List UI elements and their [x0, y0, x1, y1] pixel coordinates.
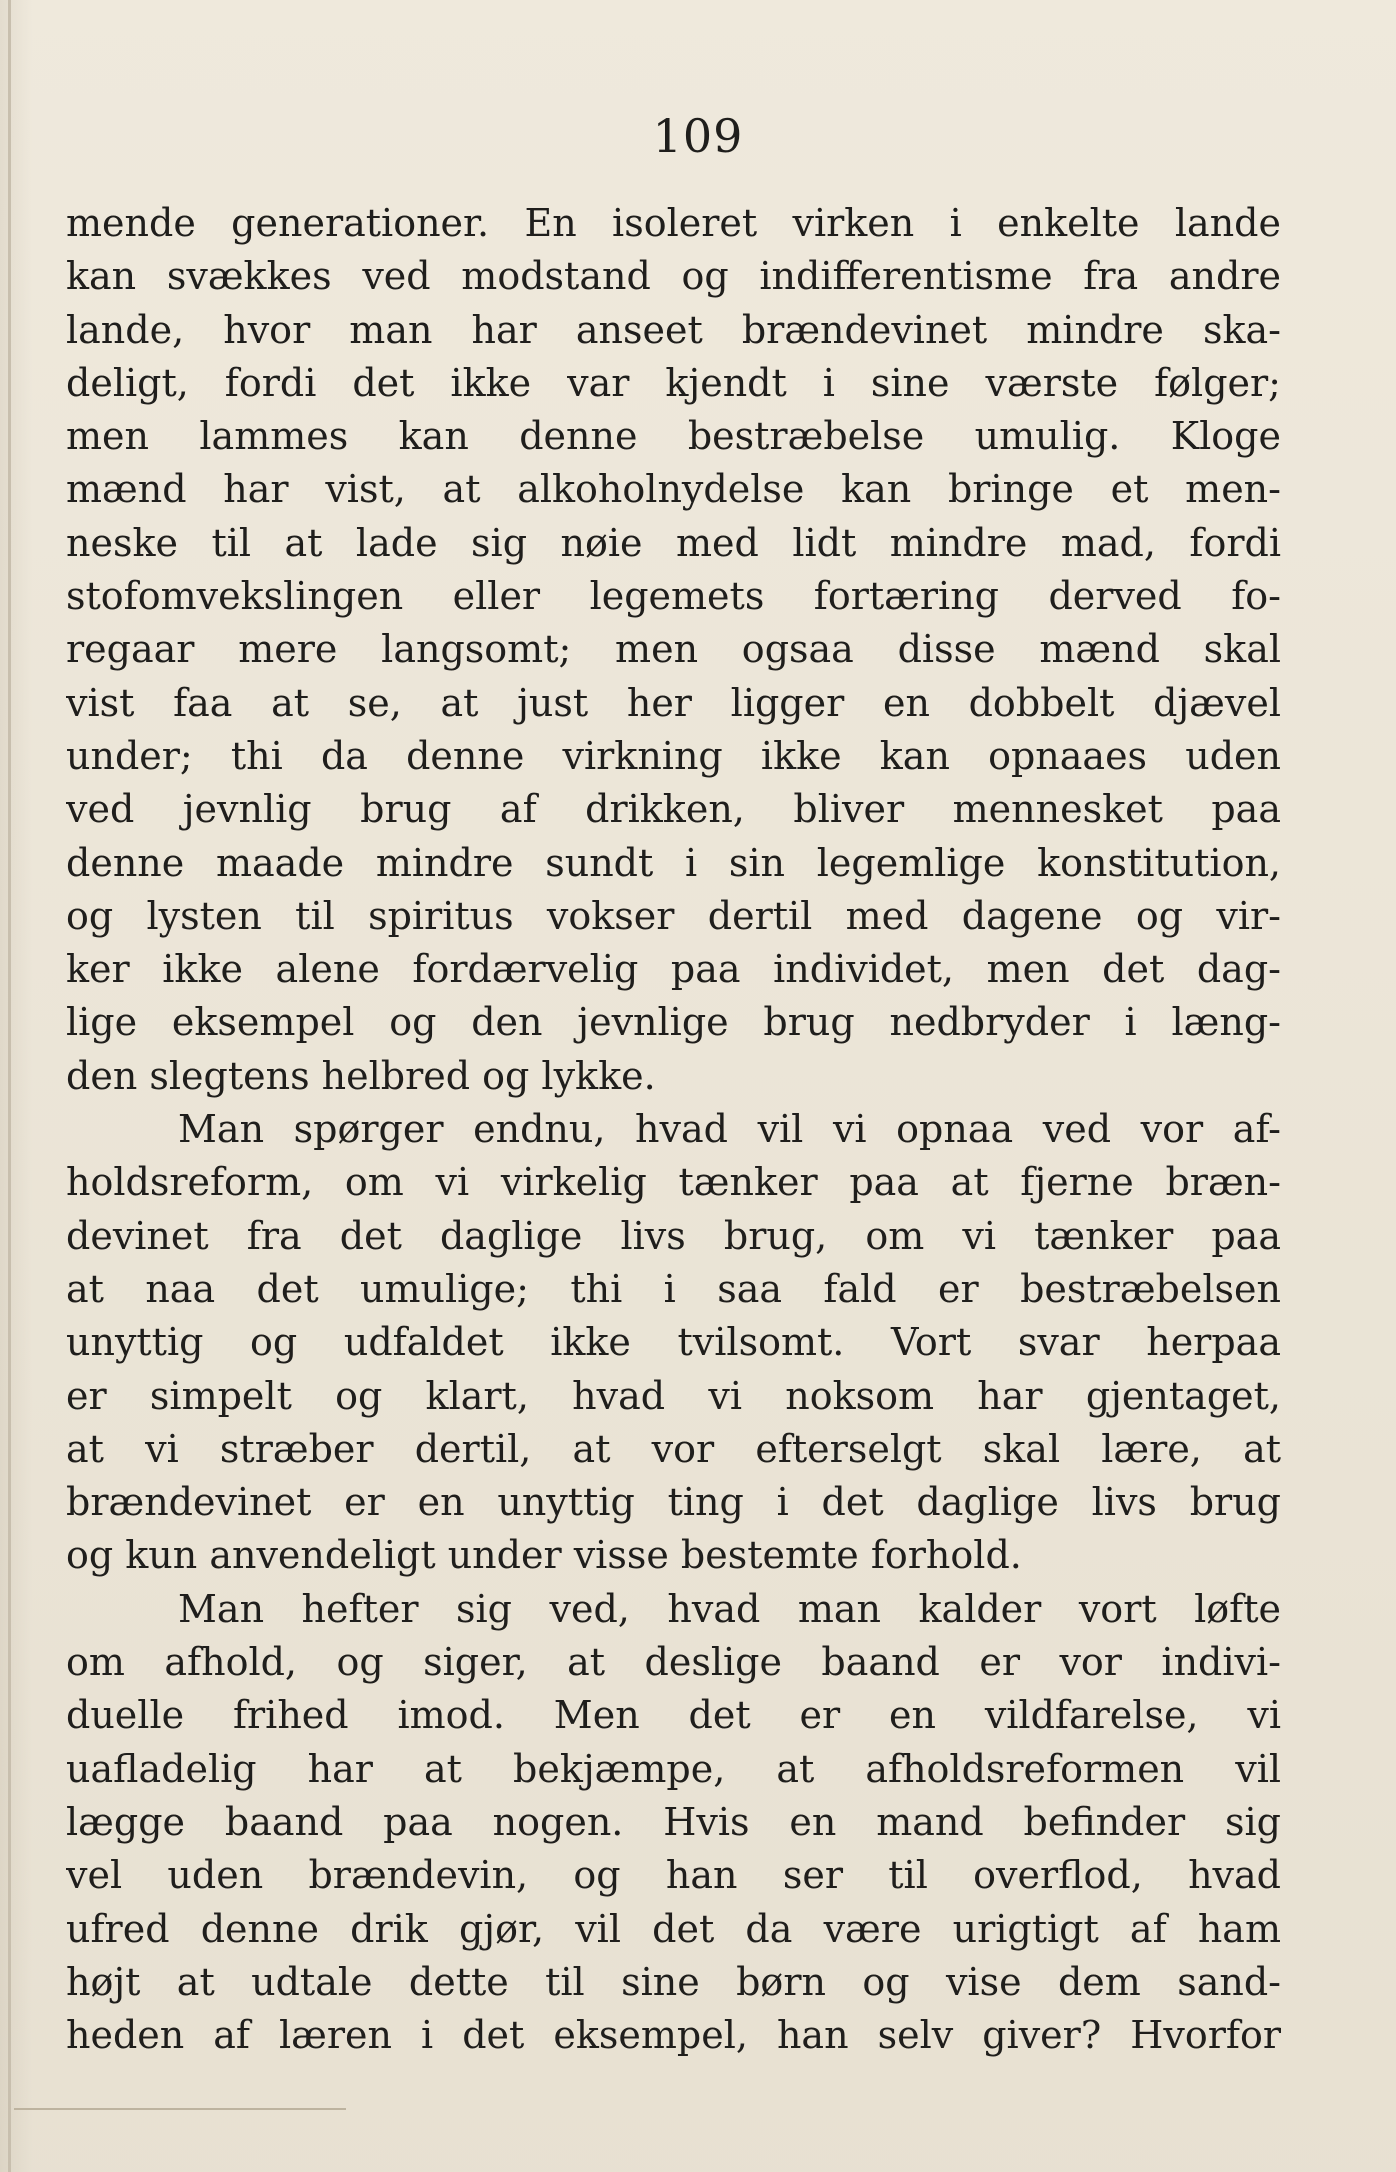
bottom-rule [14, 2108, 346, 2110]
text-line: vel uden brændevin, og han ser til overflod, hvad [66, 1853, 1281, 1898]
text-line: regaar mere langsomt; men ogsaa disse mænd skal [66, 627, 1281, 672]
paragraph-end-line: og kun anvendeligt under visse bestemte forhold. [66, 1533, 1022, 1578]
text-line: at naa det umulige; thi i saa fald er bestræbelsen [66, 1266, 1281, 1311]
text-line: højt at udtale dette til sine børn og vise dem sand- [66, 1959, 1281, 2004]
text-line: lande, hvor man har anseet brændevinet mindre ska- [66, 307, 1281, 352]
body-text [66, 197, 1281, 2062]
text-line: lægge baand paa nogen. Hvis en mand befinder sig [66, 1799, 1281, 1844]
text-line: kan svækkes ved modstand og indifferentisme fra andre [66, 254, 1281, 299]
text-line: er simpelt og klart, hvad vi noksom har gjentaget, [66, 1373, 1281, 1418]
paragraph-end-line: den slegtens helbred og lykke. [66, 1053, 656, 1098]
text-line: ker ikke alene fordærvelig paa individet, men det dag- [66, 947, 1281, 992]
paragraph-start-line: Man spørger endnu, hvad vil vi opnaa ved vor af- [178, 1107, 1281, 1152]
text-line: deligt, fordi det ikke var kjendt i sine værste følger; [66, 360, 1281, 405]
text-line: ved jevnlig brug af drikken, bliver mennesket paa [66, 787, 1281, 832]
text-line: mænd har vist, at alkoholnydelse kan bringe et men- [66, 467, 1281, 512]
text-line: stofomvekslingen eller legemets fortæring derved fo- [66, 574, 1281, 619]
text-line: devinet fra det daglige livs brug, om vi tænker paa [66, 1213, 1281, 1258]
text-line: brændevinet er en unyttig ting i det daglige livs brug [66, 1480, 1281, 1525]
text-line: heden af læren i det eksempel, han selv giver? Hvorfor [66, 2013, 1281, 2058]
paragraph-start-line: Man hefter sig ved, hvad man kalder vort løfte [178, 1586, 1281, 1631]
text-line: ufred denne drik gjør, vil det da være urigtigt af ham [66, 1906, 1281, 1951]
text-line: lige eksempel og den jevnlige brug nedbryder i læng- [66, 1000, 1281, 1045]
text-line: neske til at lade sig nøie med lidt mindre mad, fordi [66, 520, 1281, 565]
text-line: under; thi da denne virkning ikke kan opnaaes uden [66, 733, 1281, 778]
text-line: om afhold, og siger, at deslige baand er vor indivi- [66, 1640, 1281, 1685]
text-line: holdsreform, om vi virkelig tænker paa at fjerne bræn- [66, 1160, 1281, 1205]
text-line: og lysten til spiritus vokser dertil med dagene og vir- [66, 893, 1281, 938]
text-line: vist faa at se, at just her ligger en dobbelt djævel [66, 680, 1281, 725]
page-spine-edge [8, 0, 11, 2172]
text-line: uafladelig har at bekjæmpe, at afholdsreformen vil [66, 1746, 1281, 1791]
text-line: at vi stræber dertil, at vor efterselgt skal lære, at [66, 1426, 1281, 1471]
text-line: unyttig og udfaldet ikke tvilsomt. Vort svar herpaa [66, 1320, 1281, 1365]
page-number: 109 [652, 109, 744, 163]
text-line: duelle frihed imod. Men det er en vildfarelse, vi [66, 1693, 1281, 1738]
text-line: men lammes kan denne bestræbelse umulig. Kloge [66, 414, 1281, 459]
text-line: mende generationer. En isoleret virken i enkelte lande [66, 201, 1281, 245]
text-line: denne maade mindre sundt i sin legemlige konstitution, [66, 840, 1281, 885]
